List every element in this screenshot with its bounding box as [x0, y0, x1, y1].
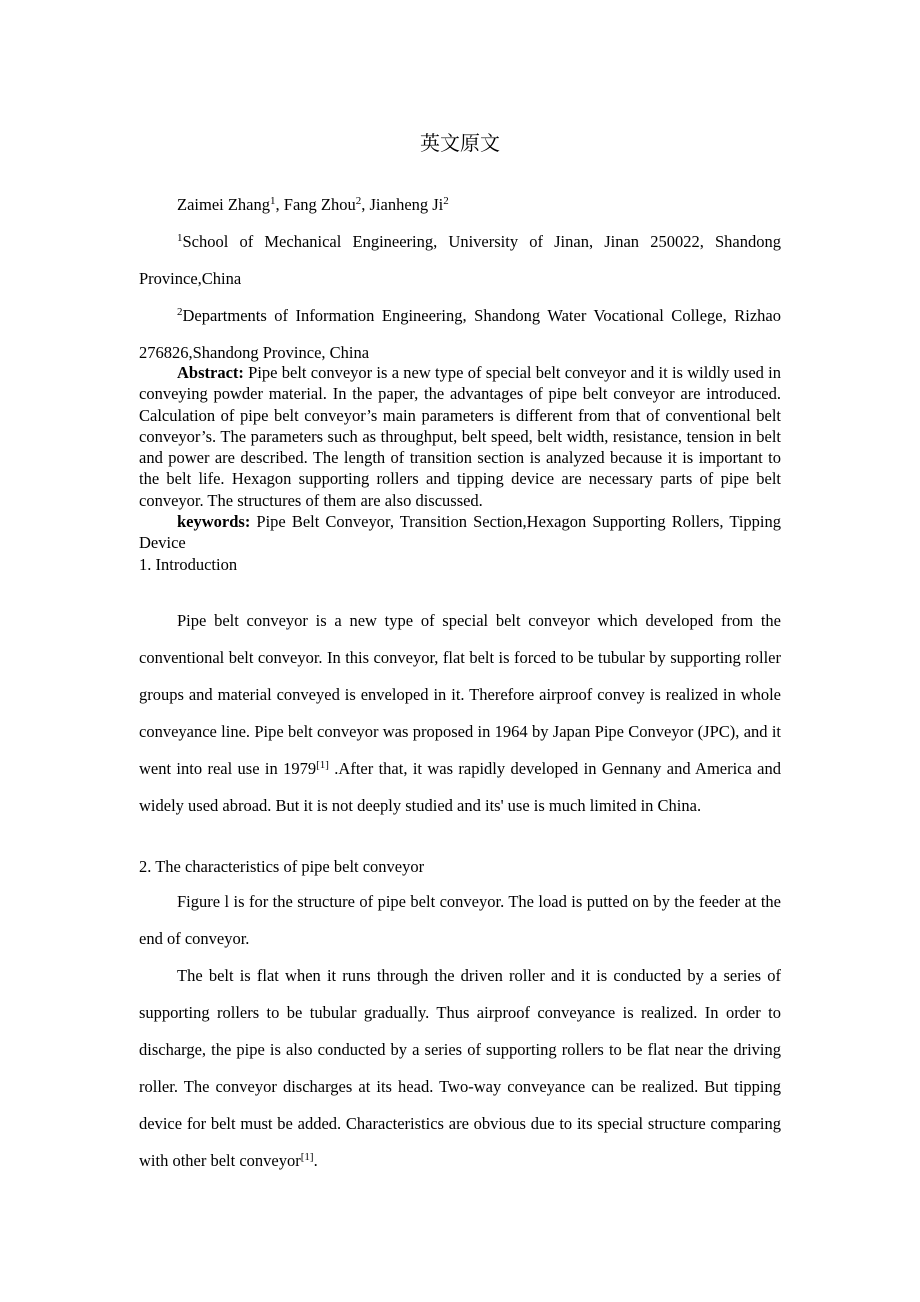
abstract-paragraph — [139, 362, 781, 511]
author-line — [139, 186, 781, 223]
author-name: Jianheng Ji — [369, 195, 444, 214]
abstract-text: Pipe belt conveyor is a new type of special belt conveyor and it is wildly used in conveying powder material. In the paper, the advantages of pipe belt conveyor are introduced. Calculation of pipe belt conveyor’s main parameters is different from that of conventional belt conveyor’s. The parameters such as throughput, belt speed, belt width, resistance, tension in belt and power are described. The length of transition section is analyzed because it is important to the belt life. Hexagon supporting rollers and tipping device are necessary parts of pipe belt conveyor. The structures of them are also discussed. — [139, 363, 781, 510]
keywords-label: keywords: — [177, 512, 251, 532]
paragraph-text: .After that, it was rapidly developed in Gennany and America and widely used abroad. But it is not deeply studied and its' use is much limited in China. — [139, 759, 782, 815]
abstract-block — [139, 362, 781, 575]
keywords-paragraph — [139, 511, 781, 554]
author-name: Zaimei Zhang — [177, 195, 271, 214]
author-name: Fang Zhou — [283, 195, 356, 214]
author-affiliation-mark: 2 — [355, 195, 362, 207]
affiliation-1 — [139, 223, 781, 297]
section-heading-characteristics: 2. The characteristics of pipe belt conveyor — [139, 857, 425, 876]
affiliation-mark: 1 — [177, 232, 183, 244]
citation-ref: [1] — [300, 1151, 314, 1163]
affiliation-text: Departments of Information Engineering, Shandong Water Vocational College, Rizhao 276826,Shandong Province, China — [139, 306, 781, 362]
section-2-heading-block — [139, 856, 781, 877]
author-affiliation-mark: 1 — [270, 195, 276, 207]
paragraph-text: Pipe belt conveyor is a new type of special belt conveyor which developed from the conventional belt conveyor. In this conveyor, flat belt is forced to be tubular by supporting roller groups and material conveyed is enveloped in it. Therefore airproof convey is realized in whole conveyance line. Pipe belt conveyor was proposed in 1964 by Japan Pipe Conveyor (JPC), and it went into real use in 1979 — [139, 611, 781, 778]
paragraph-text: The belt is flat when it runs through the driven roller and it is conducted by a series of supporting rollers to be tubular gradually. Thus airproof conveyance is realized. In order to discharge, the pipe is also conducted by a series of supporting rollers to be flat near the driving roller. The conveyor discharges at its head. Two-way conveyance can be realized. But tipping device for belt must be added. Characteristics are obvious due to its special structure comparing with other belt conveyor — [139, 966, 781, 1170]
introduction-paragraph — [139, 602, 781, 824]
characteristics-paragraph-2 — [139, 957, 781, 1179]
author-separator: , — [361, 195, 370, 214]
document-title: 英文原文 — [420, 131, 500, 155]
paragraph-text: . — [313, 1151, 318, 1170]
section-heading-introduction: 1. Introduction — [139, 554, 238, 574]
abstract-label: Abstract: — [177, 363, 244, 382]
affiliation-text: School of Mechanical Engineering, University of Jinan, Jinan 250022, Shandong Province,China — [139, 232, 781, 288]
affiliation-mark: 2 — [177, 306, 183, 318]
author-separator: , — [275, 195, 284, 214]
keywords-text: Pipe Belt Conveyor, Transition Section,Hexagon Supporting Rollers, Tipping Device — [139, 512, 781, 553]
characteristics-body — [139, 883, 781, 1179]
introduction-body — [139, 602, 781, 824]
author-affiliation-mark: 2 — [443, 195, 449, 207]
affiliation-2 — [139, 297, 781, 371]
characteristics-paragraph-1: Figure l is for the structure of pipe belt conveyor. The load is putted on by the feeder at the end of conveyor. — [139, 892, 781, 948]
citation-ref: [1] — [316, 759, 329, 771]
